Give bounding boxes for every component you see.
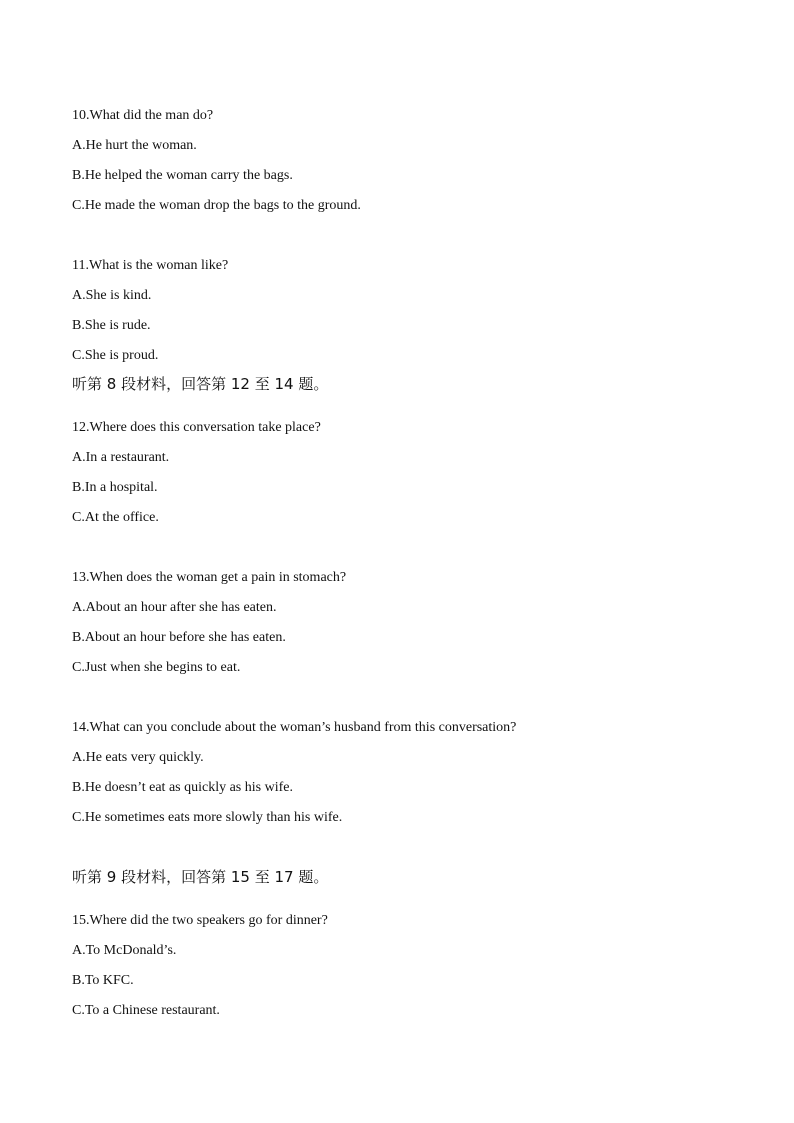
option-13b: B.About an hour before she has eaten.	[72, 630, 286, 645]
option-11b: B.She is rude.	[72, 318, 151, 333]
option-13c: C.Just when she begins to eat.	[72, 660, 241, 675]
question-12: 12.Where does this conversation take place?	[72, 420, 321, 435]
option-11a: A.She is kind.	[72, 288, 152, 303]
option-14c: C.He sometimes eats more slowly than his wife.	[72, 810, 343, 825]
option-15b: B.To KFC.	[72, 973, 134, 988]
option-13a: A.About an hour after she has eaten.	[72, 600, 277, 615]
option-12b: B.In a hospital.	[72, 480, 158, 495]
question-14: 14.What can you conclude about the woman’s husband from this conversation?	[72, 720, 517, 735]
option-14b: B.He doesn’t eat as quickly as his wife.	[72, 780, 293, 795]
question-15: 15.Where did the two speakers go for dinner?	[72, 913, 328, 928]
option-14a: A.He eats very quickly.	[72, 750, 204, 765]
question-11: 11.What is the woman like?	[72, 258, 229, 273]
option-12c: C.At the office.	[72, 510, 159, 525]
question-10: 10.What did the man do?	[72, 108, 214, 123]
option-15a: A.To McDonald’s.	[72, 943, 177, 958]
question-13: 13.When does the woman get a pain in stomach?	[72, 570, 347, 585]
section-heading-8: 听第 8 段材料，回答第 12 至 14 题。	[72, 375, 329, 393]
option-12a: A.In a restaurant.	[72, 450, 170, 465]
option-15c: C.To a Chinese restaurant.	[72, 1003, 220, 1018]
option-11c: C.She is proud.	[72, 348, 159, 363]
option-10a: A.He hurt the woman.	[72, 138, 197, 153]
option-10c: C.He made the woman drop the bags to the ground.	[72, 198, 361, 213]
section-heading-9: 听第 9 段材料，回答第 15 至 17 题。	[72, 868, 329, 886]
option-10b: B.He helped the woman carry the bags.	[72, 168, 293, 183]
